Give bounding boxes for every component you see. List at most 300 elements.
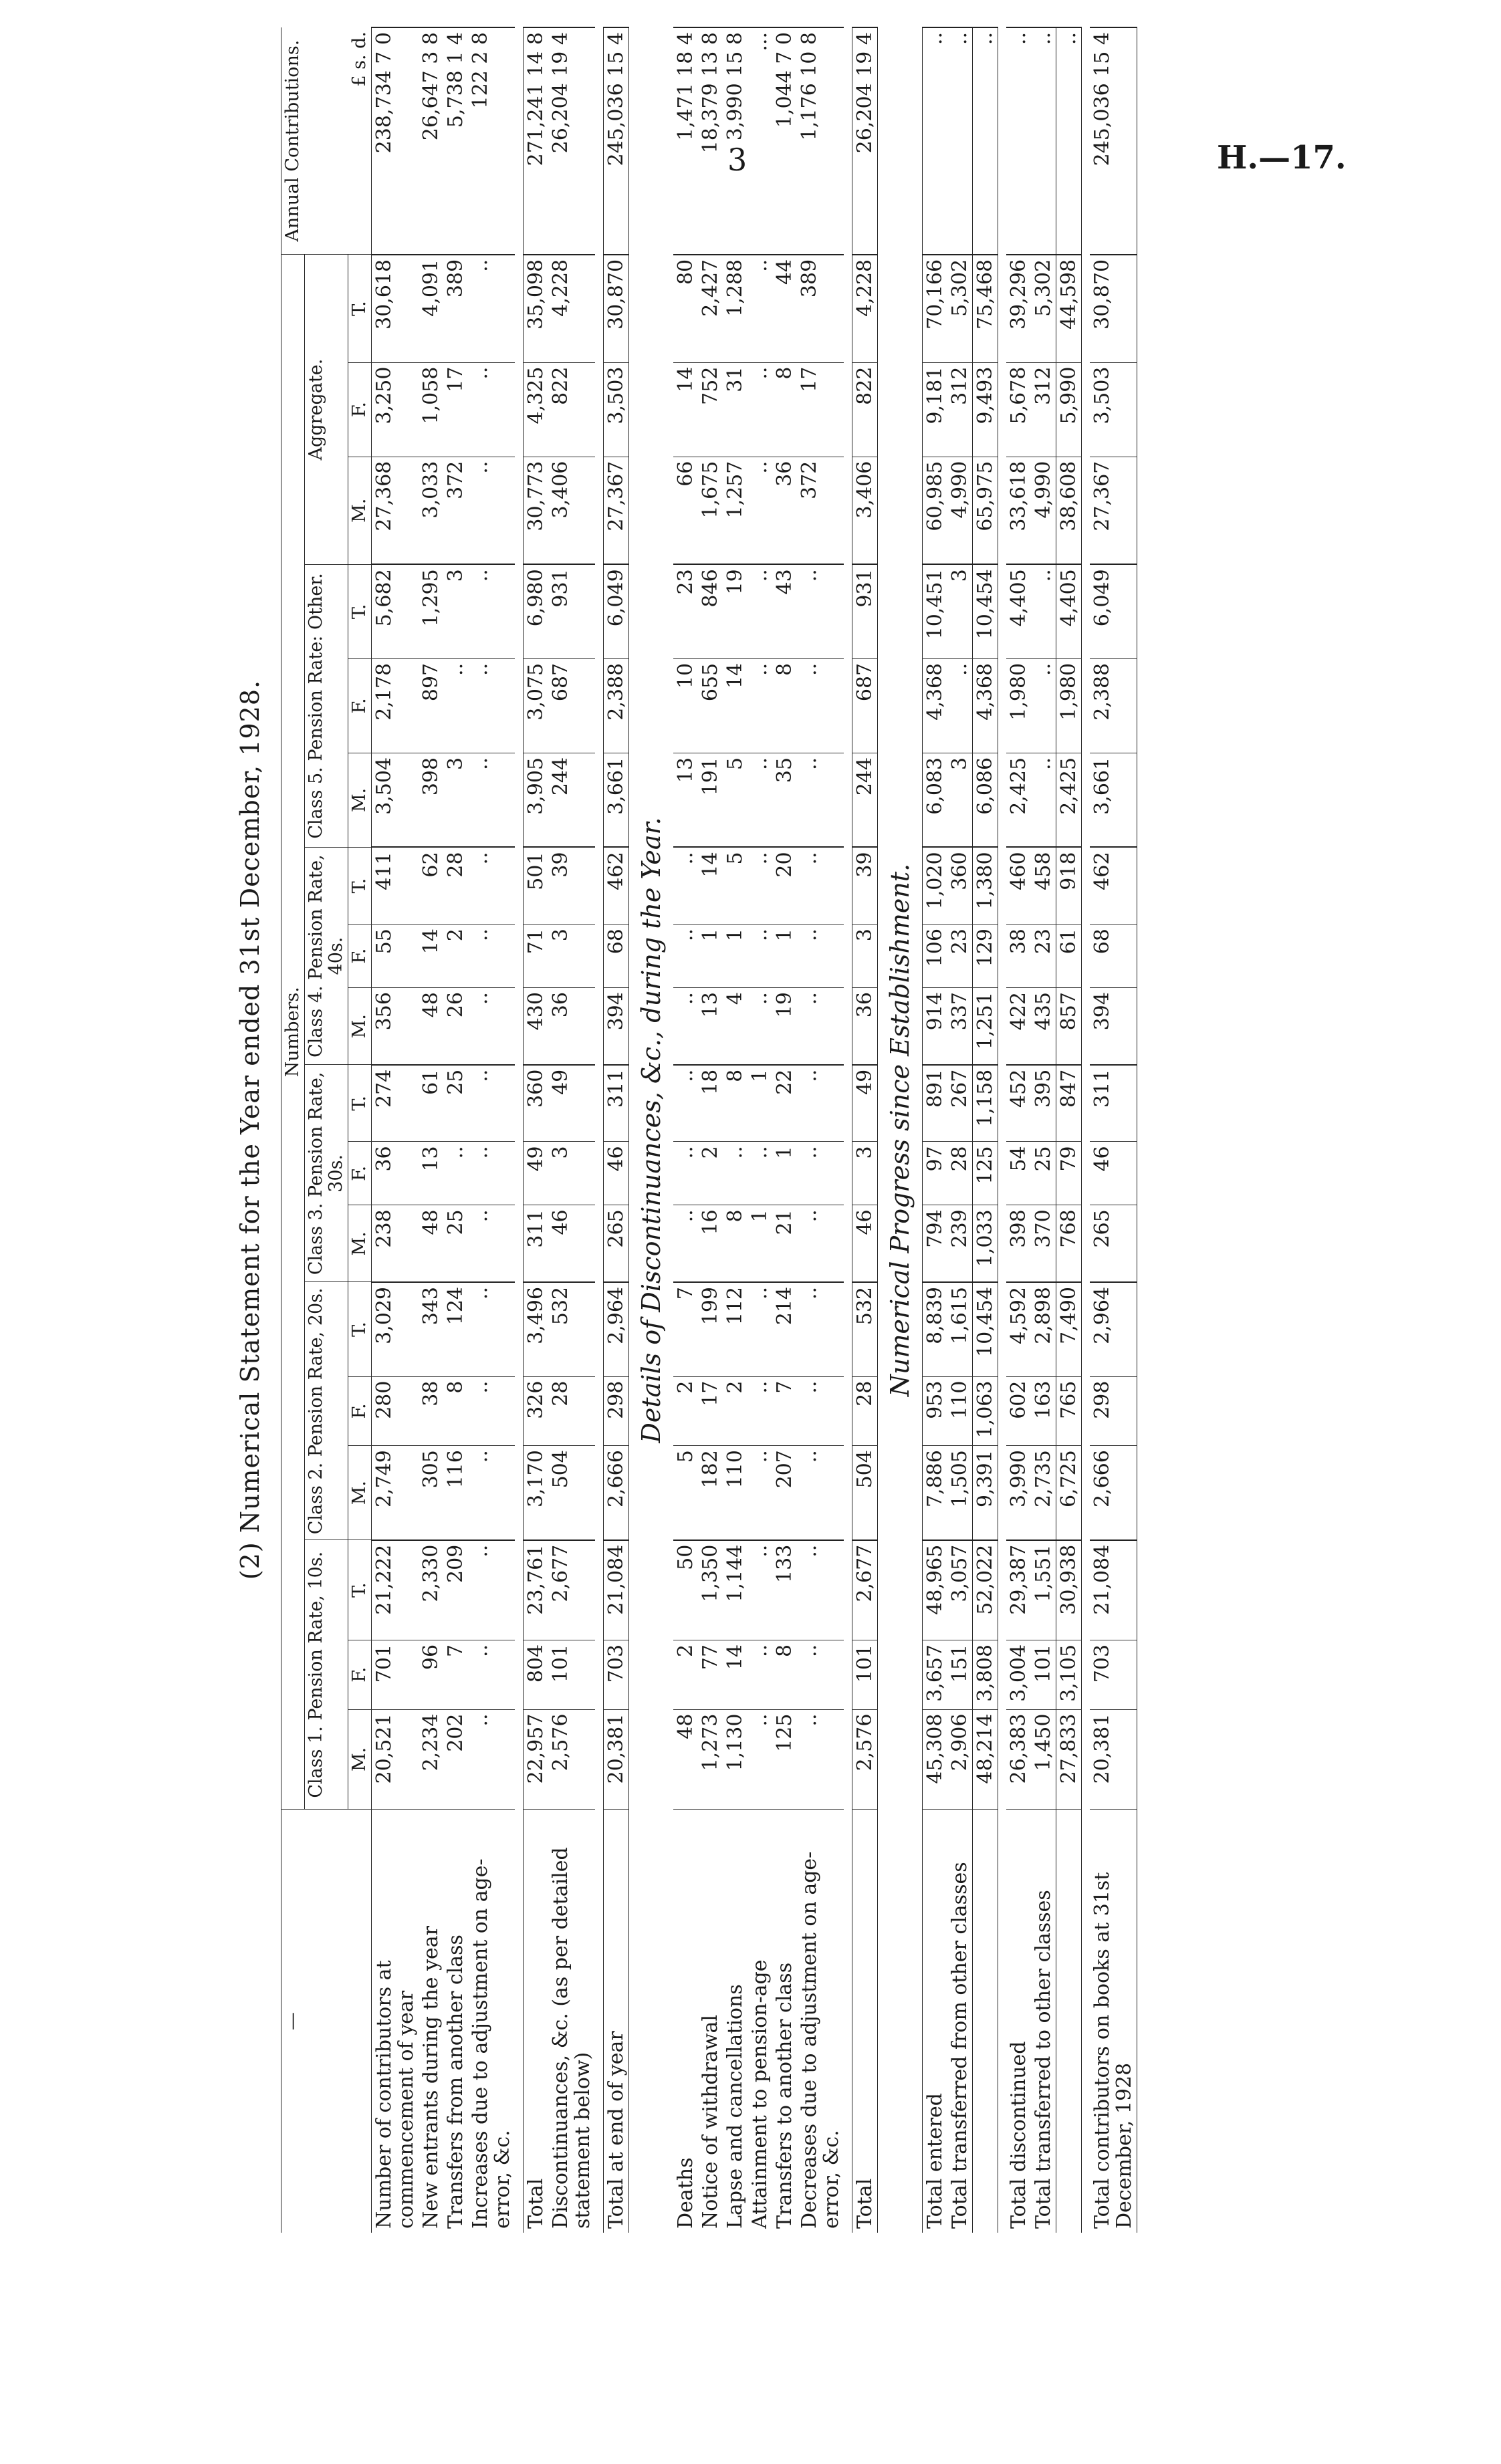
cell: 765	[1056, 1376, 1082, 1446]
cell: 1	[723, 925, 747, 988]
cell: 389	[443, 255, 468, 362]
cell: 6,049	[604, 564, 629, 658]
cell: 703	[604, 1640, 629, 1709]
cell: 20,381	[1090, 1709, 1137, 1810]
m-header: M.	[348, 457, 372, 564]
cell: 8	[772, 1640, 797, 1709]
cell: 3,503	[1090, 362, 1137, 457]
cell: 846	[698, 564, 723, 658]
t-header: T.	[348, 847, 372, 924]
cell: 4,405	[1006, 564, 1031, 658]
cell: 1,980	[1056, 658, 1082, 753]
cell: 7,490	[1056, 1282, 1082, 1376]
row-spacer	[844, 27, 852, 2233]
cell: 25	[443, 1065, 468, 1142]
cell: 4,990	[1031, 457, 1056, 564]
cell: 101	[1031, 1640, 1056, 1709]
cell: 5	[723, 753, 747, 847]
cell: 125	[772, 1709, 797, 1810]
cell: ..	[747, 1640, 772, 1709]
cell: 2,178	[372, 658, 419, 753]
cell: 1,380	[973, 847, 998, 924]
cell: 1	[772, 925, 797, 988]
cell: 1,058	[419, 362, 443, 457]
cell: 66	[673, 457, 698, 564]
cell: 914	[923, 988, 948, 1065]
cell: 30,870	[1090, 255, 1137, 362]
cell: 5,678	[1006, 362, 1031, 457]
cell: 1,044 7 0	[772, 27, 797, 255]
cell: 804	[524, 1640, 549, 1709]
cell: 54	[1006, 1142, 1031, 1205]
cell: 3,657	[923, 1640, 948, 1709]
cell: ..	[747, 1282, 772, 1376]
cell: 28	[548, 1376, 595, 1446]
cell: 80	[673, 255, 698, 362]
cell: 532	[548, 1282, 595, 1376]
cell: 8	[772, 658, 797, 753]
cell: 45,308	[923, 1709, 948, 1810]
cell: 2,388	[604, 658, 629, 753]
cell: 8	[443, 1376, 468, 1446]
cell: 49	[852, 1065, 878, 1142]
cell: 50	[673, 1540, 698, 1640]
cell: 3	[947, 564, 973, 658]
cell: 504	[548, 1446, 595, 1540]
cell: 5,302	[947, 255, 973, 362]
row-label: New entrants during the year	[419, 1810, 443, 2233]
cell: 918	[1056, 847, 1082, 924]
table-row	[673, 27, 698, 2233]
cell: ..	[1056, 27, 1082, 255]
f-header: F.	[348, 1142, 372, 1205]
cell: 44,598	[1056, 255, 1082, 362]
cell: 38	[419, 1376, 443, 1446]
cell: 931	[548, 564, 595, 658]
cell: ..	[797, 658, 844, 753]
cell: ..	[797, 1205, 844, 1282]
cell: 2,666	[1090, 1446, 1137, 1540]
cell: 3,661	[1090, 753, 1137, 847]
cell: 7	[443, 1640, 468, 1709]
cell: 1,551	[1031, 1540, 1056, 1640]
row-label: Lapse and cancellations	[723, 1810, 747, 2233]
cell: ..	[747, 362, 772, 457]
cell: 752	[698, 362, 723, 457]
cell: 26,383	[1006, 1709, 1031, 1810]
cell: ..	[468, 1446, 515, 1540]
cell: 953	[923, 1376, 948, 1446]
cell: 3,075	[524, 658, 549, 753]
cell: 151	[947, 1640, 973, 1709]
cell: 4,405	[1056, 564, 1082, 658]
cell: ..	[468, 255, 515, 362]
cell: ..	[747, 255, 772, 362]
cell: 14	[723, 1640, 747, 1709]
cell: 28	[947, 1142, 973, 1205]
cell: 389	[797, 255, 844, 362]
currency-header: £ s. d.	[348, 31, 370, 87]
cell: ..	[797, 1446, 844, 1540]
class-4-header: Class 4. Pension Rate, 40s.	[305, 847, 348, 1064]
cell: 1,505	[947, 1446, 973, 1540]
row-label: Transfers from another class	[443, 1810, 468, 2233]
cell: ..	[797, 1282, 844, 1376]
cell: 77	[698, 1640, 723, 1709]
cell: 395	[1031, 1065, 1056, 1142]
cell: 46	[604, 1142, 629, 1205]
cell: 6,086	[973, 753, 998, 847]
cell: ..	[797, 1709, 844, 1810]
cell: ..	[673, 1205, 698, 1282]
cell: 61	[419, 1065, 443, 1142]
cell: 129	[973, 925, 998, 988]
t-header: T.	[348, 1065, 372, 1142]
cell: 46	[1090, 1142, 1137, 1205]
cell: ..	[673, 1065, 698, 1142]
cell: 372	[443, 457, 468, 564]
cell: 22	[772, 1065, 797, 1142]
statement-body	[372, 27, 1137, 2233]
cell: 10,451	[923, 564, 948, 658]
cell: 326	[524, 1376, 549, 1446]
cell: 238	[372, 1205, 419, 1282]
cell: 3	[548, 925, 595, 988]
cell: 422	[1006, 988, 1031, 1065]
cell: 27,367	[604, 457, 629, 564]
cell: 458	[1031, 847, 1056, 924]
row-label: Notice of withdrawal	[698, 1810, 723, 2233]
cell: 133	[772, 1540, 797, 1640]
cell: 370	[1031, 1205, 1056, 1282]
cell: 75,468	[973, 255, 998, 362]
cell: ..	[797, 1640, 844, 1709]
cell: 687	[852, 658, 878, 753]
cell: 9,493	[973, 362, 998, 457]
cell: 5,990	[1056, 362, 1082, 457]
cell: ..	[468, 457, 515, 564]
cell: ..	[468, 362, 515, 457]
cell: 23	[947, 925, 973, 988]
cell: 1,273	[698, 1709, 723, 1810]
cell: ..	[797, 988, 844, 1065]
cell: 116	[443, 1446, 468, 1540]
cell: 27,368	[372, 457, 419, 564]
cell: 26,647 3 8	[419, 27, 443, 255]
cell: 8	[723, 1205, 747, 1282]
cell: 394	[1090, 988, 1137, 1065]
cell: 46	[548, 1205, 595, 1282]
cell: 1,020	[923, 847, 948, 924]
cell: 4,228	[852, 255, 878, 362]
row-label: Total discontinued	[1006, 1810, 1031, 2233]
cell: 39	[852, 847, 878, 924]
cell: 7,886	[923, 1446, 948, 1540]
cell: 3	[443, 753, 468, 847]
cell: 3	[443, 564, 468, 658]
cell: 70,166	[923, 255, 948, 362]
cell: ..	[468, 658, 515, 753]
table-row	[947, 27, 973, 2233]
cell: 79	[1056, 1142, 1082, 1205]
cell: 1,675	[698, 457, 723, 564]
cell: 23	[673, 564, 698, 658]
cell: 48	[673, 1709, 698, 1810]
cell: 311	[524, 1205, 549, 1282]
cell: 5,302	[1031, 255, 1056, 362]
cell: ..	[673, 847, 698, 924]
cell: 6,980	[524, 564, 549, 658]
cell: 39	[548, 847, 595, 924]
cell: 25	[443, 1205, 468, 1282]
cell: ..	[747, 925, 772, 988]
cell: ..	[947, 27, 973, 255]
cell: 36	[772, 457, 797, 564]
cell: 2,576	[548, 1709, 595, 1810]
cell: 5	[673, 1446, 698, 1540]
cell: ..	[797, 1065, 844, 1142]
cell: ..	[747, 1142, 772, 1205]
statement-title: (2) Numerical Statement for the Year ended 31st December, 1928.	[235, 679, 265, 1580]
cell: 1,063	[973, 1376, 998, 1446]
cell: 8	[723, 1065, 747, 1142]
cell: 897	[419, 658, 443, 753]
cell: 4,592	[1006, 1282, 1031, 1376]
cell: 4	[723, 988, 747, 1065]
row-label: Discontinuances, &c. (as per detailed statement below)	[548, 1810, 595, 2233]
cell: 43	[772, 564, 797, 658]
cell: 504	[852, 1446, 878, 1540]
cell: 1,295	[419, 564, 443, 658]
cell: 655	[698, 658, 723, 753]
cell: 411	[372, 847, 419, 924]
cell: ..	[797, 564, 844, 658]
cell: 452	[1006, 1065, 1031, 1142]
cell: 298	[1090, 1376, 1137, 1446]
cell: 3,990 15 8	[723, 27, 747, 255]
cell: 44	[772, 255, 797, 362]
cell: 267	[947, 1065, 973, 1142]
cell: 372	[797, 457, 844, 564]
cell: 14	[419, 925, 443, 988]
row-label: Deaths	[673, 1810, 698, 2233]
cell: 3	[947, 753, 973, 847]
cell: 23,761	[524, 1540, 549, 1640]
cell: 7	[772, 1376, 797, 1446]
cell: 2,666	[604, 1446, 629, 1540]
cell: 460	[1006, 847, 1031, 924]
cell: ..	[468, 925, 515, 988]
cell: ..	[468, 564, 515, 658]
cell: 68	[1090, 925, 1137, 988]
cell: 10,454	[973, 564, 998, 658]
cell: 48,965	[923, 1540, 948, 1640]
cell: 5	[723, 847, 747, 924]
class-1-header: Class 1. Pension Rate, 10s.	[305, 1540, 348, 1810]
cell: 398	[419, 753, 443, 847]
cell: ..	[468, 1142, 515, 1205]
table-row	[772, 27, 797, 2233]
cell: 46	[852, 1205, 878, 1282]
cell: ..	[1031, 27, 1056, 255]
cell: 2,898	[1031, 1282, 1056, 1376]
cell: 14	[698, 847, 723, 924]
cell: 7	[673, 1282, 698, 1376]
cell: 19	[772, 988, 797, 1065]
table-row	[698, 27, 723, 2233]
cell: 6,083	[923, 753, 948, 847]
page-number: 3	[727, 142, 747, 178]
cell: 2,964	[1090, 1282, 1137, 1376]
cell: 501	[524, 847, 549, 924]
cell: ..	[723, 1142, 747, 1205]
cell: 30,773	[524, 457, 549, 564]
cell: 13	[673, 753, 698, 847]
cell: 22,957	[524, 1709, 549, 1810]
cell: 398	[1006, 1205, 1031, 1282]
cell: 857	[1056, 988, 1082, 1065]
cell: 124	[443, 1282, 468, 1376]
table-row	[468, 27, 515, 2233]
cell: 4,368	[973, 658, 998, 753]
cell: 9,391	[973, 1446, 998, 1540]
cell: 3	[852, 1142, 878, 1205]
cell: 312	[1031, 362, 1056, 457]
cell: 25	[1031, 1142, 1056, 1205]
cell: 2,576	[852, 1709, 878, 1810]
cell: 20,521	[372, 1709, 419, 1810]
cell: 21,222	[372, 1540, 419, 1640]
cell: 3,406	[548, 457, 595, 564]
cell: 602	[1006, 1376, 1031, 1446]
cell: 35,098	[524, 255, 549, 362]
cell: 394	[604, 988, 629, 1065]
cell: 26,204 19 4	[852, 27, 878, 255]
cell: 3	[548, 1142, 595, 1205]
cell: 239	[947, 1205, 973, 1282]
cell: 311	[1090, 1065, 1137, 1142]
cell: 768	[1056, 1205, 1082, 1282]
cell: ..	[673, 988, 698, 1065]
cell: ..	[797, 753, 844, 847]
cell: 4,091	[419, 255, 443, 362]
f-header: F.	[348, 658, 372, 753]
cell: 703	[1090, 1640, 1137, 1709]
row-label: Transfers to another class	[772, 1810, 797, 2233]
cell: 1,471 18 4	[673, 27, 698, 255]
cell: 10	[673, 658, 698, 753]
cell: 3,990	[1006, 1446, 1031, 1540]
table-row	[747, 27, 772, 2233]
m-header: M.	[348, 1709, 372, 1810]
cell: 2,425	[1056, 753, 1082, 847]
cell: 2,425	[1006, 753, 1031, 847]
cell: 2	[698, 1142, 723, 1205]
cell: ..	[747, 1376, 772, 1446]
cell: 10,454	[973, 1282, 998, 1376]
table-row	[797, 27, 844, 2233]
m-header: M.	[348, 1446, 372, 1540]
cell: 2,677	[548, 1540, 595, 1640]
dash-mark: —	[282, 2012, 303, 2031]
t-header: T.	[348, 1540, 372, 1640]
cell: 2,234	[419, 1709, 443, 1810]
label-column-header	[281, 1810, 372, 2233]
cell: 21	[772, 1205, 797, 1282]
cell: 31	[723, 362, 747, 457]
numbers-header: Numbers.	[281, 255, 305, 1810]
cell: 191	[698, 753, 723, 847]
m-header: M.	[348, 988, 372, 1065]
cell: 14	[723, 658, 747, 753]
table-row	[604, 27, 629, 2233]
cell: 4,990	[947, 457, 973, 564]
row-label: Total	[852, 1810, 878, 2233]
cell: 68	[604, 925, 629, 988]
cell: 97	[923, 1142, 948, 1205]
cell: ..	[747, 988, 772, 1065]
cell: ..	[1031, 658, 1056, 753]
row-spacer	[595, 27, 604, 2233]
row-label: Increases due to adjustment on age-error, &c.	[468, 1810, 515, 2233]
cell: 3,661	[604, 753, 629, 847]
cell: 18	[698, 1065, 723, 1142]
cell: 17	[443, 362, 468, 457]
cell: 1,251	[973, 988, 998, 1065]
cell: 125	[973, 1142, 998, 1205]
table-row	[548, 27, 595, 2233]
cell: 3,033	[419, 457, 443, 564]
cell: 311	[604, 1065, 629, 1142]
cell: 343	[419, 1282, 443, 1376]
table-row	[1031, 27, 1056, 2233]
cell: 3,808	[973, 1640, 998, 1709]
table-row	[973, 27, 998, 2233]
cell: 3	[852, 925, 878, 988]
cell: 61	[1056, 925, 1082, 988]
cell: 245,036 15 4	[604, 27, 629, 255]
cell: 2	[723, 1376, 747, 1446]
cell: ..	[747, 658, 772, 753]
row-label: Number of contributors at commencement of year	[372, 1810, 419, 2233]
cell: 3,496	[524, 1282, 549, 1376]
cell: 16	[698, 1205, 723, 1282]
cell: 3,504	[372, 753, 419, 847]
cell: 26,204 19 4	[548, 27, 595, 255]
cell: 4,325	[524, 362, 549, 457]
cell: ...	[747, 27, 772, 255]
numerical-statement-table	[281, 27, 1137, 2233]
table-row	[419, 27, 443, 2233]
cell: 435	[1031, 988, 1056, 1065]
cell: ..	[1006, 27, 1031, 255]
cell: 245,036 15 4	[1090, 27, 1137, 255]
class-2-header: Class 2. Pension Rate, 20s.	[305, 1282, 348, 1540]
cell: 1,450	[1031, 1709, 1056, 1810]
cell: 48	[419, 988, 443, 1065]
cell: 1	[747, 1205, 772, 1282]
row-spacer	[998, 27, 1007, 2233]
cell: ..	[797, 1540, 844, 1640]
row-label: Total entered	[923, 1810, 948, 2233]
cell: 23	[1031, 925, 1056, 988]
cell: 1,144	[723, 1540, 747, 1640]
cell: 4,368	[923, 658, 948, 753]
cell: 360	[524, 1065, 549, 1142]
cell: 3,057	[947, 1540, 973, 1640]
cell: ..	[468, 1709, 515, 1810]
cell: 163	[1031, 1376, 1056, 1446]
